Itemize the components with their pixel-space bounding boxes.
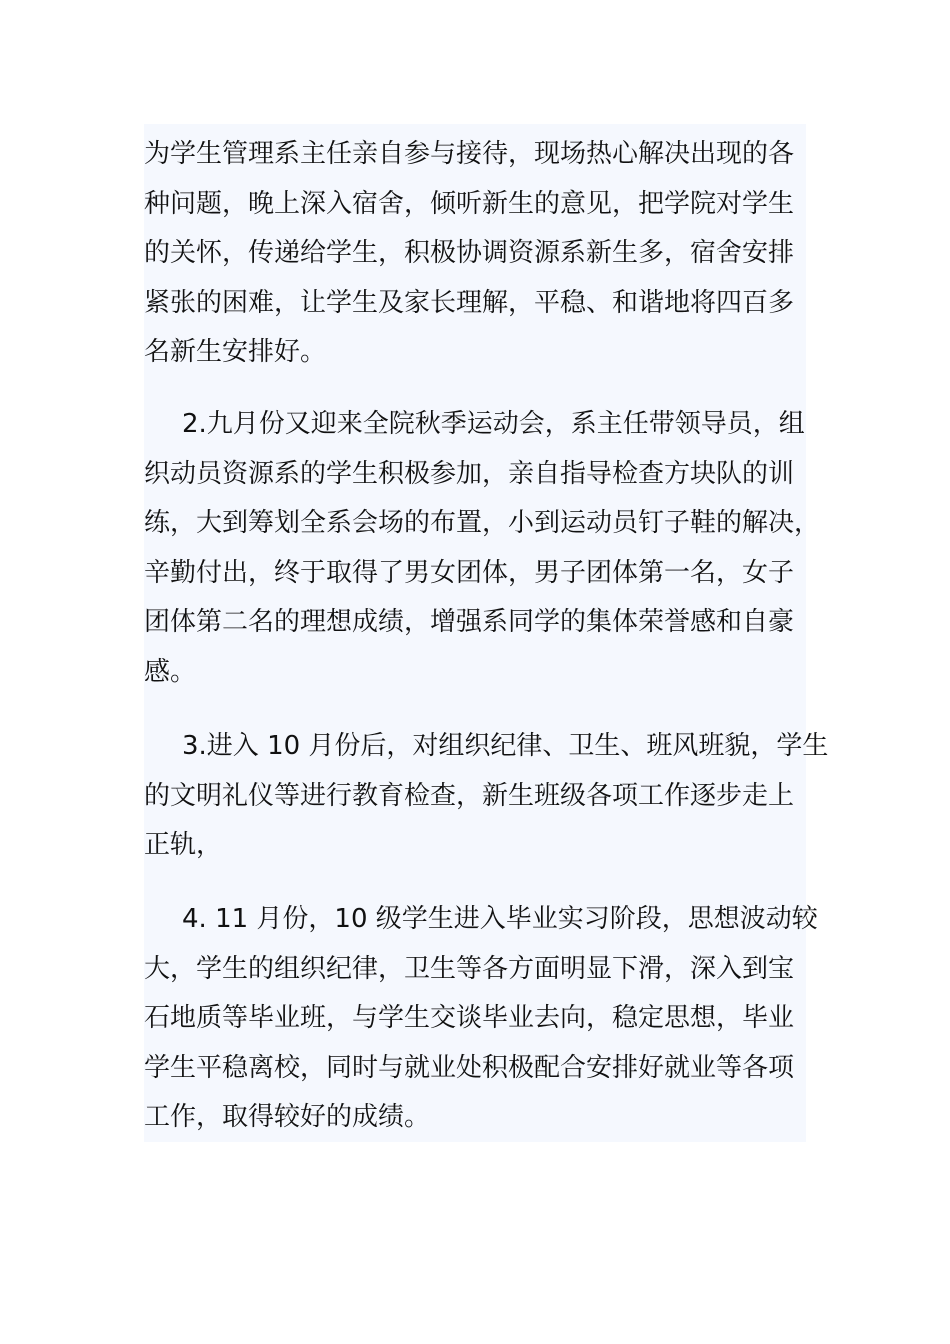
paragraph-line: 感。: [144, 656, 197, 687]
paragraph-line: 石地质等毕业班，与学生交谈毕业去向，稳定思想，毕业: [144, 1003, 795, 1034]
paragraph-line: 的文明礼仪等进行教育检查，新生班级各项工作逐步走上: [144, 780, 795, 811]
paragraph-line: 正轨，: [144, 830, 223, 861]
paragraph-line: 工作，取得较好的成绩。: [144, 1102, 431, 1133]
paragraph-line: 团体第二名的理想成绩，增强系同学的集体荣誉感和自豪: [144, 607, 795, 638]
paragraph-line: 为学生管理系主任亲自参与接待，现场热心解决出现的各: [144, 139, 795, 169]
paragraph-line: 学生平稳离校，同时与就业处积极配合安排好就业等各项: [144, 1052, 795, 1083]
paragraph-2: [144, 400, 821, 698]
paragraph-1: [144, 130, 806, 378]
paragraph-line: 练，大到筹划全系会场的布置，小到运动员钉子鞋的解决，: [144, 508, 821, 539]
paragraph-line: 2.九月份又迎来全院秋季运动会，系主任带领导员，组: [182, 409, 805, 439]
paragraph-line: 3.进入 10 月份后，对组织纪律、卫生、班风班貌，学生: [182, 731, 829, 761]
paragraph-line: 名新生安排好。: [144, 337, 327, 368]
paragraph-line: 4. 11 月份，10 级学生进入毕业实习阶段，思想波动较: [182, 904, 818, 934]
paragraph-3: [144, 722, 829, 871]
paragraph-line: 织动员资源系的学生积极参加，亲自指导检查方块队的训: [144, 458, 795, 489]
paragraph-line: 的关怀，传递给学生，积极协调资源系新生多，宿舍安排: [144, 238, 795, 269]
paragraph-line: 辛勤付出，终于取得了男女团体，男子团体第一名，女子: [144, 557, 795, 588]
paragraph-line: 大，学生的组织纪律，卫生等各方面明显下滑，深入到宝: [144, 953, 795, 984]
paragraph-line: 种问题，晚上深入宿舍，倾听新生的意见，把学院对学生: [144, 188, 795, 219]
paragraph-4: [144, 895, 818, 1143]
paragraph-line: 紧张的困难，让学生及家长理解，平稳、和谐地将四百多: [144, 287, 795, 318]
text-block: [144, 124, 829, 1142]
